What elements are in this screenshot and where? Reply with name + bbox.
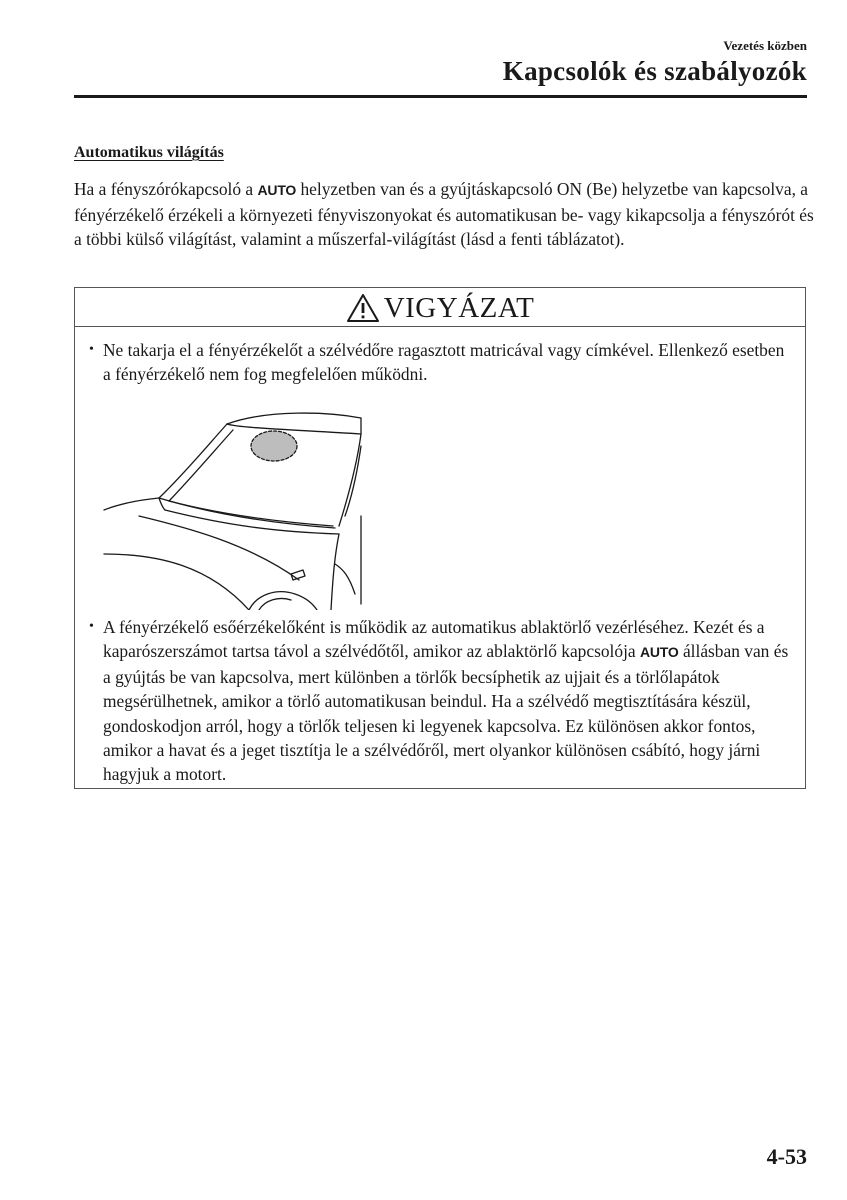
caution-title: VIGYÁZAT: [383, 291, 535, 324]
windshield-sensor-illustration: [99, 404, 369, 610]
caution-header: [75, 288, 805, 327]
bullet-mark: •: [89, 342, 94, 357]
paragraph-text-1: Ha a fényszórókapcsoló a: [74, 179, 258, 199]
bullet-1-text: Ne takarja el a fényérzékelőt a szélvédőre ragasztott matricával vagy címkével. Ellenkező esetben a fényérzékelő nem fog megfelelően működni.: [103, 340, 785, 385]
body-paragraph: [74, 177, 814, 252]
bullet-mark: •: [89, 619, 94, 634]
page-number: 4-53: [766, 1144, 807, 1169]
auto-label: AUTO: [639, 644, 679, 661]
warning-triangle-icon: [346, 293, 380, 323]
bullet-2-text-1: A fényérzékelő esőérzékelőként is működik az automatikus ablaktörlő vezérléséhez. Kezét és a kaparószerszámot tartsa távol a szélvédőtől, amikor az ablaktörlő kapcsolója: [103, 617, 765, 662]
page-title: Kapcsolók és szabályozók: [502, 56, 807, 86]
bullet-2-text-2: állásban van és a gyújtás be van kapcsolva, mert különben a törlők becsíphetik az ujjait és a törlőlapátok megsérülhetnek, amikor a törlő automatikusan beindul. Ha a szélvédő megtisztítására készül, gondoskodjon arról, hogy a törlők teljesen ki legyenek kapcsolva. Ez különösen akkor fontos, amikor a havat és a jeget tisztítja le a szélvédőről, mert olyankor különösen csábító, hogy járni hagyjuk a motort.: [103, 641, 789, 785]
caution-box: [74, 287, 806, 789]
header-divider: [74, 95, 807, 98]
paragraph-text-2: helyzetben van és a gyújtáskapcsoló ON (Be) helyzetbe van kapcsolva, a fényérzékelő érzékeli a környezeti fényviszonyokat és automatikusan be- vagy kikapcsolja a fényszórót és a többi külső világítást, valamint a műszerfal-világítást (lásd a fenti táblázatot).: [74, 179, 814, 249]
auto-label: AUTO: [257, 182, 297, 198]
caution-bullet-2: [89, 615, 789, 787]
bullet-2-text: [89, 615, 789, 787]
subheading: Automatikus világítás: [74, 144, 224, 161]
section-name: Vezetés közben: [723, 38, 807, 53]
caution-bullet-1: [89, 338, 789, 387]
